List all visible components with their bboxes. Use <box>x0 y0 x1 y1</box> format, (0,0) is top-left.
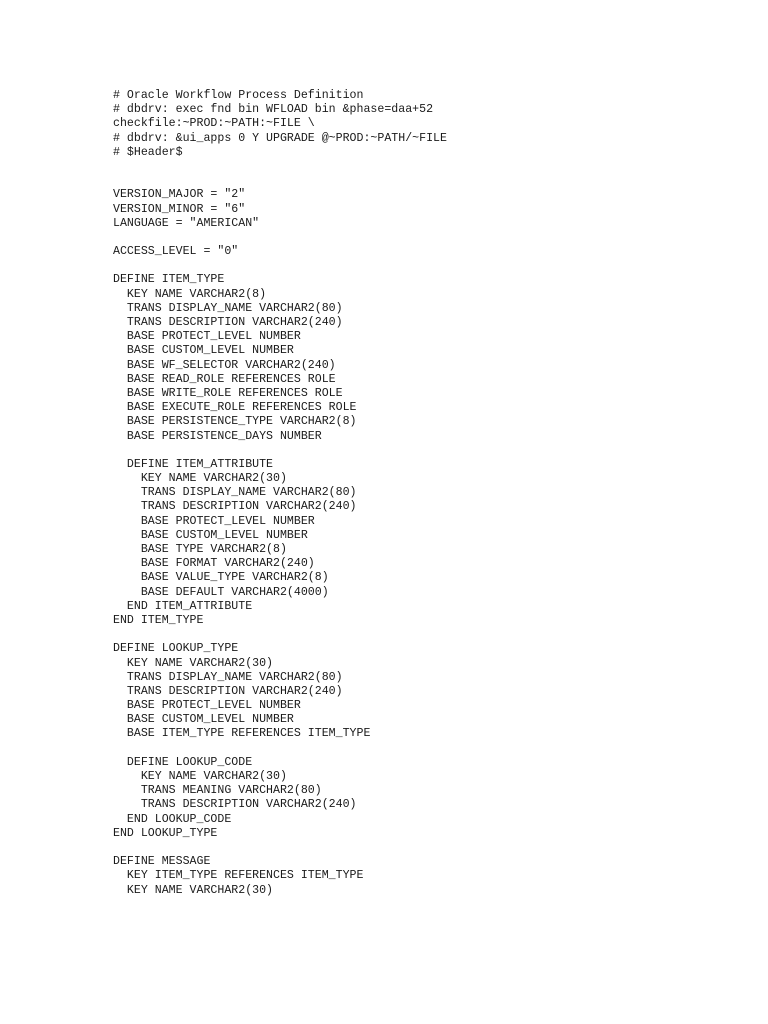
code-line: KEY NAME VARCHAR2(30) <box>113 883 274 897</box>
code-line <box>113 742 447 756</box>
code-line: KEY NAME VARCHAR2(30) <box>113 770 287 783</box>
code-line <box>113 841 447 855</box>
code-line <box>113 259 447 273</box>
code-line <box>113 160 447 174</box>
code-line <box>113 174 447 188</box>
code-line: VERSION_MINOR = "6" <box>113 202 246 216</box>
code-line: # Oracle Workflow Process Definition <box>113 89 364 102</box>
code-line: KEY NAME VARCHAR2(30) <box>113 656 274 670</box>
code-line: BASE EXECUTE_ROLE REFERENCES ROLE <box>113 401 357 415</box>
code-line: TRANS DISPLAY_NAME VARCHAR2(80) <box>113 301 343 315</box>
code-line: DEFINE MESSAGE <box>113 855 211 869</box>
code-line: # dbdrv: exec fnd bin WFLOAD bin &phase=daa+52 <box>113 103 434 117</box>
code-line: BASE CUSTOM_LEVEL NUMBER <box>113 528 308 542</box>
code-line: BASE TYPE VARCHAR2(8) <box>113 543 287 556</box>
code-line: checkfile:~PROD:~PATH:~FILE \ <box>113 117 315 131</box>
code-line: BASE PERSISTENCE_TYPE VARCHAR2(8) <box>113 415 357 429</box>
workflow-definition-text <box>113 89 447 898</box>
code-line: TRANS DESCRIPTION VARCHAR2(240) <box>113 684 343 698</box>
code-line: KEY NAME VARCHAR2(30) <box>113 472 287 486</box>
code-line: END ITEM_TYPE <box>113 613 204 627</box>
code-line: TRANS DISPLAY_NAME VARCHAR2(80) <box>113 486 357 500</box>
code-line: # $Header$ <box>113 145 183 159</box>
code-line: BASE PROTECT_LEVEL NUMBER <box>113 330 301 344</box>
code-line: BASE WRITE_ROLE REFERENCES ROLE <box>113 386 343 400</box>
code-line: KEY ITEM_TYPE REFERENCES ITEM_TYPE <box>113 869 364 883</box>
code-line: KEY NAME VARCHAR2(8) <box>113 287 267 301</box>
code-line: BASE WF_SELECTOR VARCHAR2(240) <box>113 358 336 372</box>
code-line: # dbdrv: &ui_apps 0 Y UPGRADE @~PROD:~PATH/~FILE <box>113 131 447 145</box>
code-line: DEFINE LOOKUP_TYPE <box>113 642 239 656</box>
code-line: DEFINE ITEM_ATTRIBUTE <box>113 457 274 471</box>
code-line: LANGUAGE = "AMERICAN" <box>113 216 260 230</box>
code-line <box>113 231 447 245</box>
code-line <box>113 628 447 642</box>
code-line: BASE READ_ROLE REFERENCES ROLE <box>113 372 336 386</box>
code-line: DEFINE LOOKUP_CODE <box>113 755 253 769</box>
code-line: DEFINE ITEM_TYPE <box>113 273 225 287</box>
code-line: VERSION_MAJOR = "2" <box>113 188 246 202</box>
code-line: ACCESS_LEVEL = "0" <box>113 245 239 259</box>
code-line: END LOOKUP_TYPE <box>113 826 218 840</box>
code-line: TRANS DESCRIPTION VARCHAR2(240) <box>113 316 343 329</box>
code-line: BASE PROTECT_LEVEL NUMBER <box>113 514 315 528</box>
code-line: TRANS DESCRIPTION VARCHAR2(240) <box>113 500 357 514</box>
code-line: BASE CUSTOM_LEVEL NUMBER <box>113 713 294 727</box>
code-line: END LOOKUP_CODE <box>113 812 232 826</box>
code-line: BASE FORMAT VARCHAR2(240) <box>113 557 315 571</box>
code-line <box>113 444 447 458</box>
code-line: TRANS DISPLAY_NAME VARCHAR2(80) <box>113 670 343 684</box>
code-line: TRANS MEANING VARCHAR2(80) <box>113 784 322 798</box>
code-line: BASE VALUE_TYPE VARCHAR2(8) <box>113 571 329 585</box>
code-line: TRANS DESCRIPTION VARCHAR2(240) <box>113 798 357 812</box>
code-line: BASE PROTECT_LEVEL NUMBER <box>113 699 301 713</box>
code-line: BASE DEFAULT VARCHAR2(4000) <box>113 585 329 599</box>
code-line: BASE ITEM_TYPE REFERENCES ITEM_TYPE <box>113 727 371 741</box>
code-line: BASE CUSTOM_LEVEL NUMBER <box>113 344 294 358</box>
code-line: END ITEM_ATTRIBUTE <box>113 599 253 613</box>
code-line: BASE PERSISTENCE_DAYS NUMBER <box>113 429 322 443</box>
